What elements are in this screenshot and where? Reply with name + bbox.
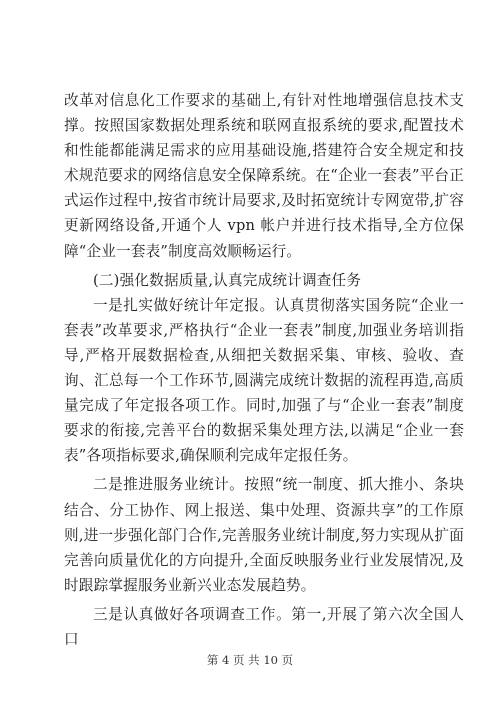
paragraph-4: 三是认真做好各项调查工作。第一,开展了第六次全国人口 — [64, 605, 464, 648]
document-body — [64, 88, 464, 652]
paragraph-1: 改革对信息化工作要求的基础上,有针对性地增强信息技术支撑。按照国家数据处理系统和联网直报系统的要求,配置技术和性能都能满足需求的应用基础设施,搭建符合安全规定和技术规范要求的网络信息安全保障系统。在“企业一套表”平台正式运作过程中,按省市统计局要求,及时拓宽统计专网宽带,扩容更新网络设备,开通个人 vpn 帐户并进行技术指导,全方位保障“企业一套表”制度高效顺畅运行。 — [64, 92, 464, 260]
paragraph-2: 一是扎实做好统计年定报。认真贯彻落实国务院“企业一套表”改革要求,严格执行“企业一套表”制度,加强业务培训指导,严格开展数据检查,从细把关数据采集、审核、验收、查询、汇总每一个工作环节,圆满完成统计数据的流程再造,高质量完成了年定报各项工作。同时,加强了与“企业一套表”制度要求的衔接,完善平台的数据采集处理方法,以满足“企业一套表”各项指标要求,确保顺利完成年定报任务。 — [64, 296, 464, 465]
paragraph-3: 二是推进服务业统计。按照“统一制度、抓大推小、条块结合、分工协作、网上报送、集中处理、资源共享”的工作原则,进一步强化部门合作,完善服务业统计制度,努力实现从扩面完善向质量优化的方向提升,全面反映服务业行业发展情况,及时跟踪掌握服务业新兴业态发展趋势。 — [64, 476, 464, 594]
page-footer: 第 4 页 共 10 页 — [206, 653, 294, 667]
section-heading: (二)强化数据质量,认真完成统计调查任务 — [93, 271, 362, 289]
